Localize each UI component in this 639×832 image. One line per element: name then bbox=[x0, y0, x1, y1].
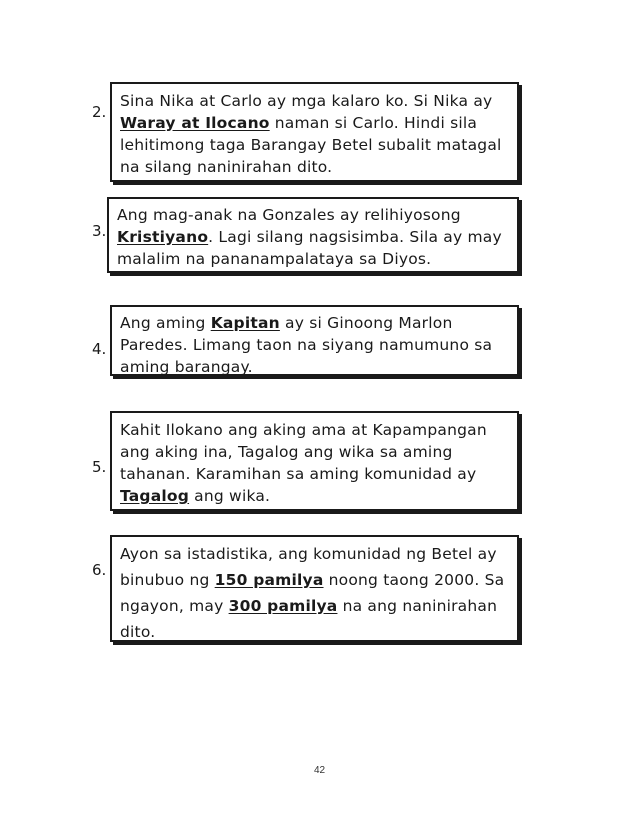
item-number-5: 5. bbox=[92, 458, 107, 476]
key-term-waray-ilocano: Waray at Ilocano bbox=[120, 114, 270, 132]
sentence-text-5 bbox=[120, 419, 509, 507]
page-number: 42 bbox=[313, 765, 326, 776]
sentence-box-3 bbox=[107, 197, 519, 273]
sentence-segment: Ang aming bbox=[120, 314, 211, 332]
sentence-text-4 bbox=[120, 312, 509, 376]
sentence-segment: Sina Nika at Carlo ay mga kalaro ko. Si Nika ay bbox=[120, 92, 493, 110]
sentence-box-6 bbox=[110, 535, 519, 642]
sentence-segment: na ang naninirahan dito. bbox=[120, 597, 498, 641]
sentence-segment: Ayon sa istadistika, ang komunidad ng Betel ay binubuo ng bbox=[120, 545, 497, 589]
sentence-segment: naman si Carlo. Hindi sila lehitimong taga Barangay Betel subalit matagal na silang naninirahan dito. bbox=[120, 114, 502, 176]
key-term-kapitan: Kapitan bbox=[210, 314, 280, 332]
key-term-kristiyano: Kristiyano bbox=[117, 228, 209, 246]
sentence-segment: ang wika. bbox=[189, 487, 271, 505]
item-number-6: 6. bbox=[92, 561, 107, 579]
sentence-segment: Kahit Ilokano ang aking ama at Kapampangan ang aking ina, Tagalog ang wika sa aming tahanan. Karamihan sa aming komunidad ay bbox=[120, 421, 487, 483]
sentence-text-3 bbox=[117, 204, 509, 270]
sentence-segment: ay si Ginoong Marlon Paredes. Limang taon na siyang namumuno sa aming barangay. bbox=[120, 314, 493, 376]
sentence-box-4 bbox=[110, 305, 519, 376]
item-number-2: 2. bbox=[92, 103, 107, 121]
sentence-segment: . Lagi silang nagsisimba. Sila ay may malalim na pananampalataya sa Diyos. bbox=[117, 228, 502, 268]
sentence-box-2 bbox=[110, 82, 519, 182]
key-term-150-pamilya: 150 pamilya bbox=[214, 571, 324, 589]
item-number-3: 3. bbox=[92, 222, 107, 240]
key-term-tagalog: Tagalog bbox=[120, 487, 190, 505]
sentence-box-5 bbox=[110, 411, 519, 511]
sentence-segment: Ang mag-anak na Gonzales ay relihiyosong bbox=[117, 206, 461, 224]
sentence-segment: noong taong 2000. Sa ngayon, may bbox=[120, 571, 505, 615]
sentence-text-6 bbox=[120, 541, 509, 642]
sentence-text-2 bbox=[120, 90, 509, 178]
key-term-300-pamilya: 300 pamilya bbox=[228, 597, 338, 615]
item-number-4: 4. bbox=[92, 340, 107, 358]
